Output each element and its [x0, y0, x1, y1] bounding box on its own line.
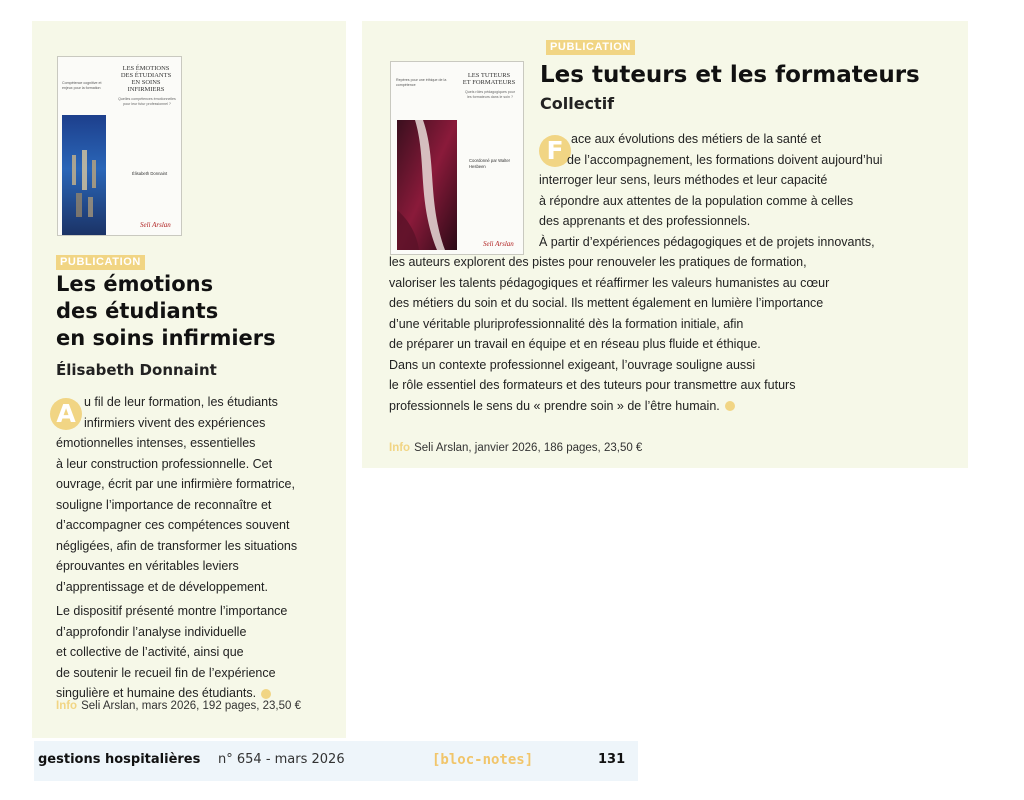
info-text: Seli Arslan, mars 2026, 192 pages, 23,50 €: [81, 700, 301, 712]
page-number: 131: [598, 752, 626, 767]
paragraph: ace aux évolutions des métiers de la santé et de l’accompagnement, les formations doivent aujourd’hui interroger leur sens, leurs méthodes et leur capacité à répondre aux attentes de la population comme à celles des apprenants et des professionnels. À partir d’expériences pédagogiques et de projets innovants, les auteurs explorent des pistes pour renouveler les pratiques de formation, valoriser les talents pédagogiques et réaffirmer les valeurs humanistes au cœur des métiers du soin et du social. Ils mettent également en lumière l’importance d’une véritable pluriprofessionnalité dès la formation initiale, afin de préparer un travail en équipe et en réseau plus fluide et éthique. Dans un contexte professionnel exigeant, l’ouvrage souligne aussi le rôle essentiel des formateurs et des tuteurs pour transmettre aux futurs professionnels le sens du « prendre soin » de l’être humain.: [389, 132, 883, 413]
cover-title: LES TUTEURS ET FORMATEURS: [462, 72, 516, 86]
publication-badge: PUBLICATION: [56, 255, 145, 270]
left-article-panel: [32, 21, 346, 738]
article-body: [389, 129, 959, 416]
paragraph: u fil de leur formation, les étudiants infirmiers vivent des expériences émotionnelles intenses, essentielles à leur construction professionnelle. Cet ouvrage, écrit par une infirmière formatrice, souligne l’importance de reconnaître et d’accompagner ces compétences souvent négligées, afin de transformer les situations éprouvantes en véritables leviers d’apprentissage et de développement.: [56, 395, 298, 594]
cover-artwork: [62, 115, 106, 235]
book-info: [56, 700, 301, 712]
cover-left-text: Repères pour une éthique de la compétence: [396, 78, 447, 87]
cover-left-text: Compétence cognitive et enjeux pour la formation: [62, 81, 102, 90]
cover-author: Élisabeth Donnaint: [132, 171, 168, 176]
publication-badge: PUBLICATION: [546, 40, 635, 55]
drop-cap: F: [539, 135, 571, 167]
page-footer: [34, 741, 638, 781]
book-info: [389, 442, 642, 454]
paragraph: Le dispositif présenté montre l’importance d’approfondir l’analyse individuelle et collective de l’activité, ainsi que de soutenir le recueil fin de l’expérience singulière et humaine des étudiants.: [56, 604, 288, 700]
cover-subtitle: Quels rôles pédagogiques pour les formateurs dans le soin ?: [465, 90, 515, 99]
section-name: [bloc-notes]: [432, 752, 534, 768]
article-author: Élisabeth Donnaint: [56, 361, 217, 379]
drop-cap: A: [50, 398, 82, 430]
end-mark-icon: [261, 689, 271, 699]
end-mark-icon: [725, 401, 735, 411]
article-author: Collectif: [540, 94, 615, 113]
cover-title: LES ÉMOTIONS DES ÉTUDIANTS EN SOINS INFIRMIERS: [120, 65, 172, 93]
article-title: [56, 271, 276, 352]
book-cover-emotions: [57, 56, 182, 236]
article-body: [56, 392, 341, 704]
magazine-name: gestions hospitalières: [38, 752, 201, 767]
article-title: Les tuteurs et les formateurs: [540, 62, 920, 88]
title-line: Les émotions: [56, 272, 214, 296]
info-label: Info: [389, 442, 411, 454]
right-article-panel: [362, 21, 968, 468]
cover-publisher: Seli Arslan: [140, 221, 171, 229]
info-text: Seli Arslan, janvier 2026, 186 pages, 23,50 €: [414, 442, 643, 454]
cover-publisher: Seli Arslan: [483, 240, 514, 248]
title-line: en soins infirmiers: [56, 326, 276, 350]
issue-info: n° 654 - mars 2026: [218, 752, 345, 767]
info-label: Info: [56, 700, 78, 712]
cover-author: Coordonné par Walter Hesbeen: [469, 158, 511, 169]
title-line: des étudiants: [56, 299, 219, 323]
cover-subtitle: Quelles compétences émotionnelles pour leur futur professionnel ?: [118, 97, 176, 106]
